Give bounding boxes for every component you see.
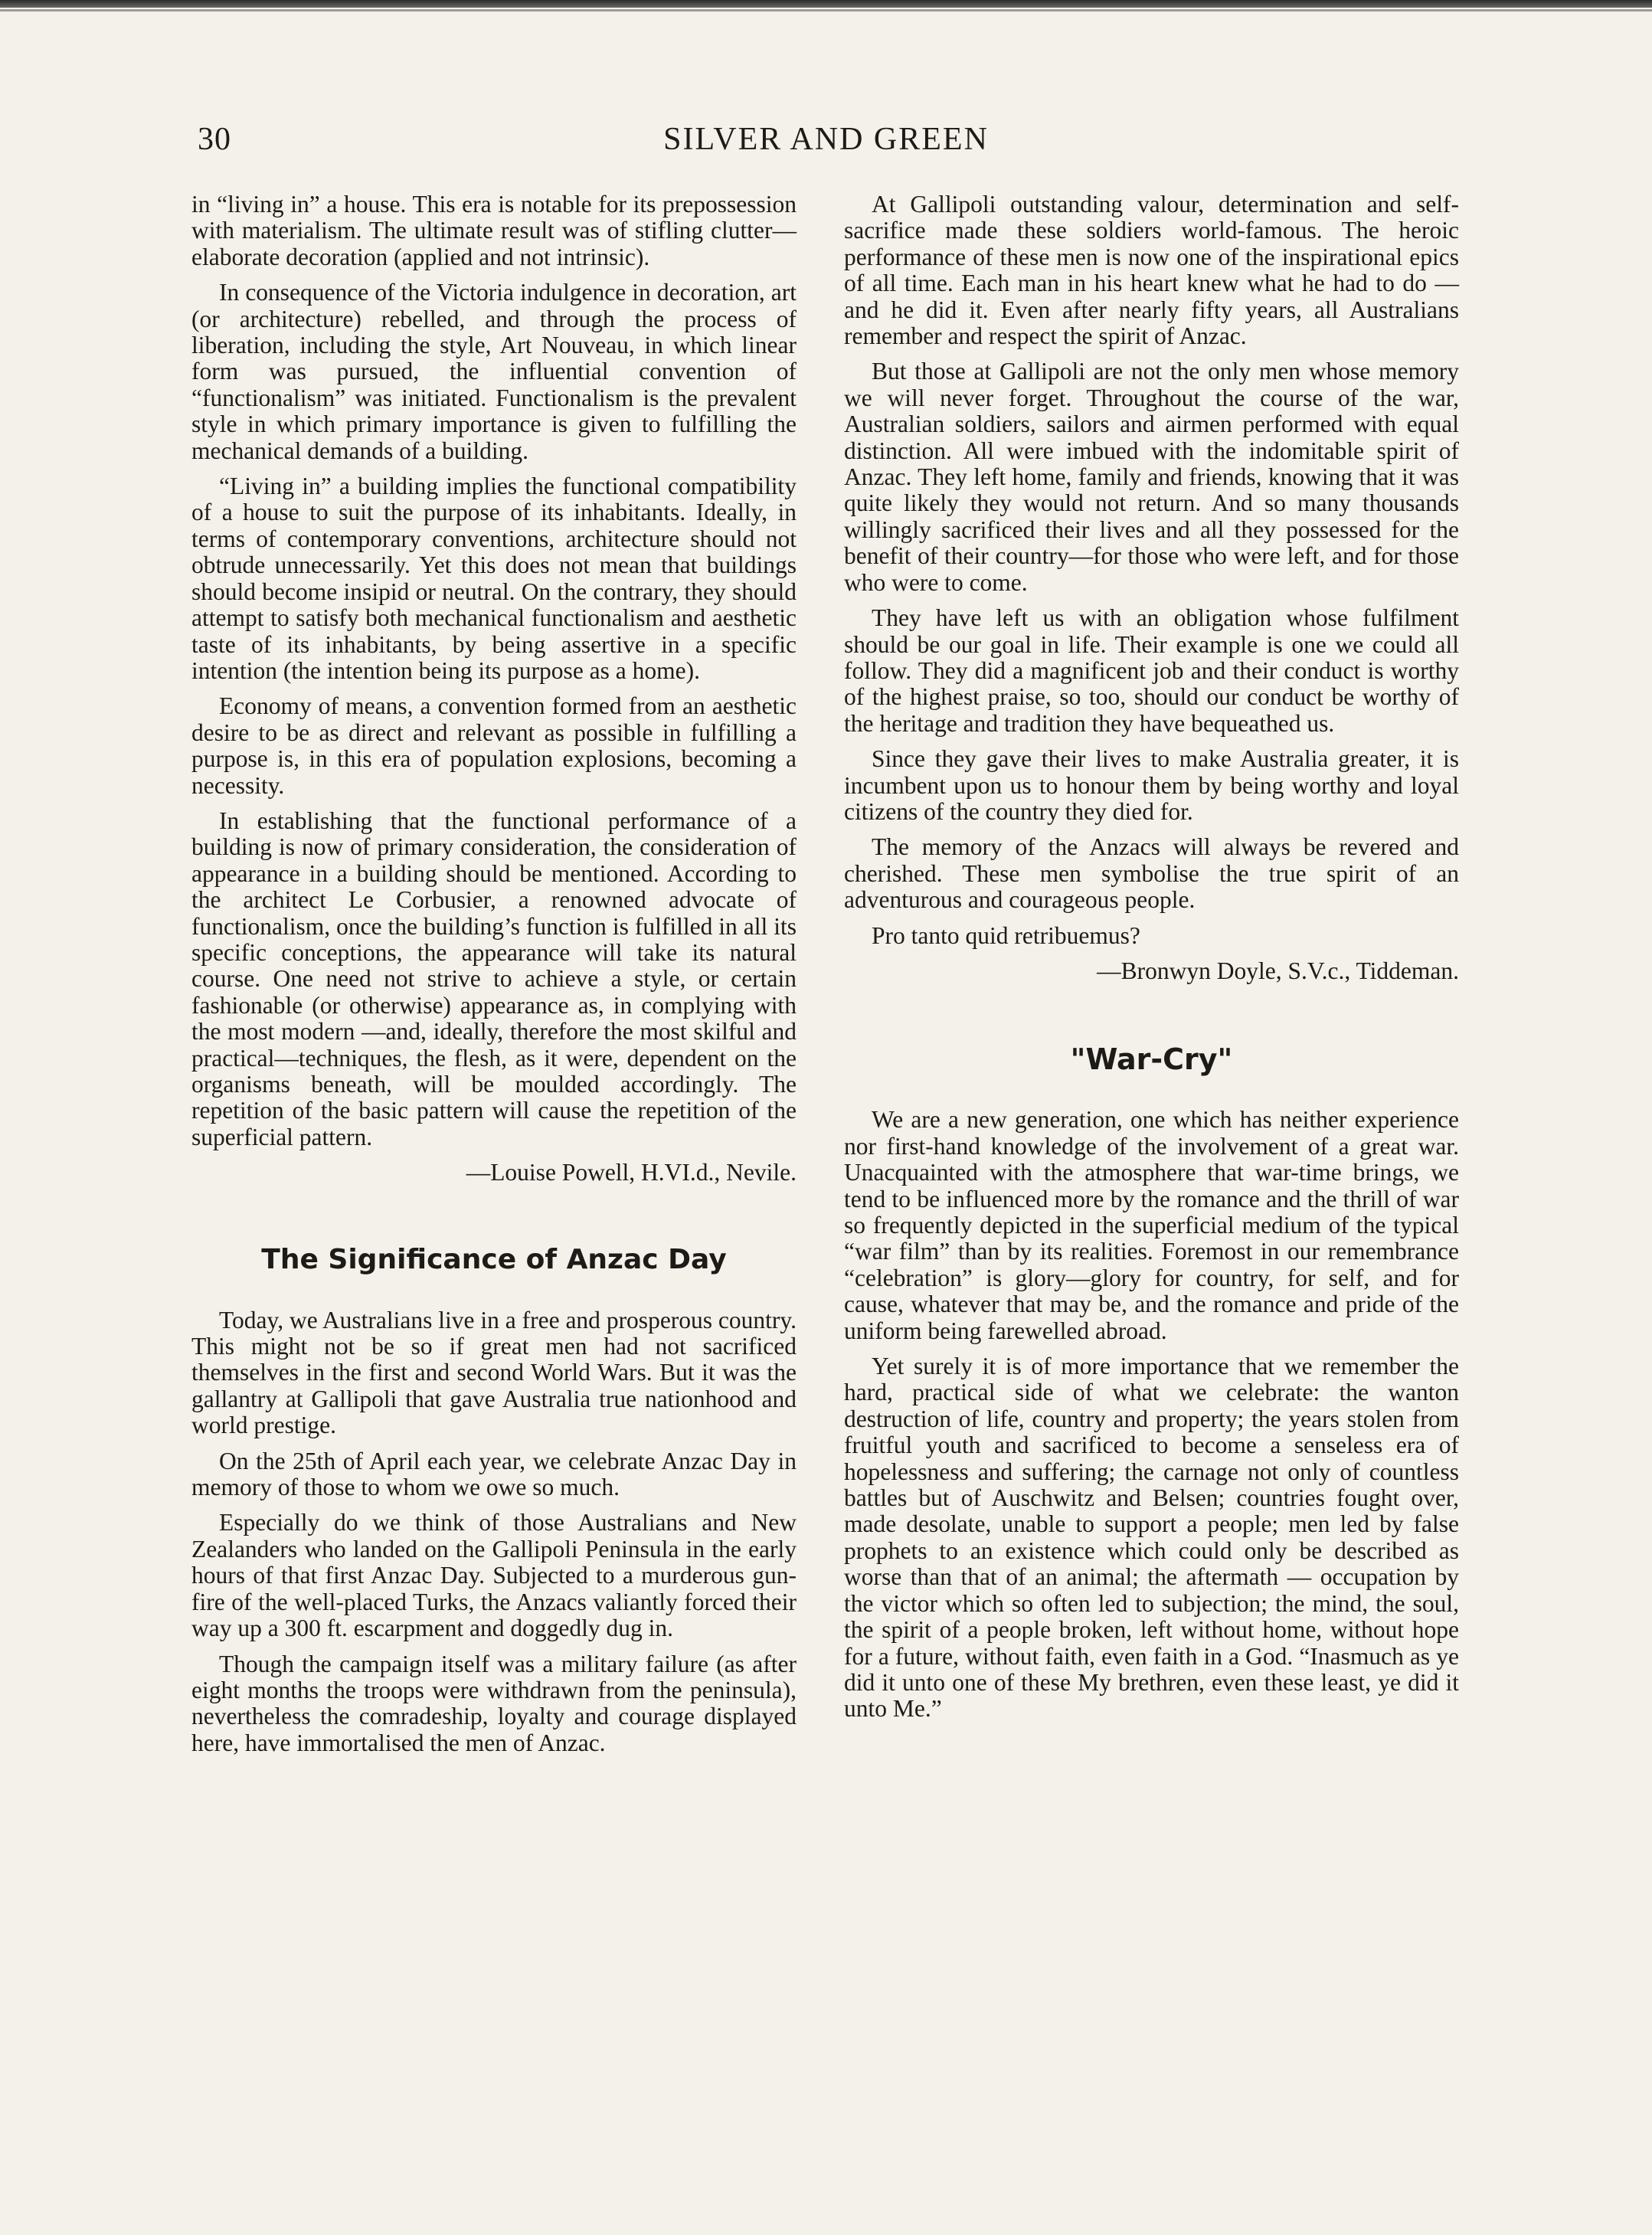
anzac-paragraph: On the 25th of April each year, we celebrate Anzac Day in memory of those to whom we owe so much. xyxy=(191,1447,797,1501)
anzac-paragraph: They have left us with an obligation whose fulfilment should be our goal in life. Their example is one we could all follow. They did a magnificent job and their conduct is worthy of the highest praise, so too, should our conduct be worthy of the heritage and tradition they have bequeathed us. xyxy=(844,604,1459,737)
essay-paragraph: In establishing that the functional performance of a building is now of primary consideration, the consideration of appearance in a building should be mentioned. According to the architect Le Corbusier, a renowned advocate of functionalism, once the building’s function is fulfilled in all its specific conceptions, the appearance will take its natural course. One need not strive to achieve a style, or certain fashionable (or otherwise) appearance as, in complying with the most modern —and, ideally, therefore the most skilful and practical—techniques, the flesh, as it were, dependent on the organisms beneath, will be moulded accordingly. The repetition of the basic pattern will cause the repetition of the superficial pattern. xyxy=(191,807,797,1150)
anzac-paragraph: Though the campaign itself was a military failure (as after eight months the troops were withdrawn from the peninsula), nevertheless the comradeship, loyalty and courage displayed here, have immortalised the men of Anzac. xyxy=(191,1650,797,1756)
warcry-paragraph: Yet surely it is of more importance that we remember the hard, practical side of what we celebrate: the wanton destruction of life, country and property; the years stolen from fruitful youth and sacrificed to become a senseless era of hopelessness and suffering; the carnage not only of countless battles but of Auschwitz and Belsen; countries fought over, made desolate, unable to support a people; men led by false prophets to an existence which could only be described as worse than that of an animal; the aftermath — occupation by the victor which so often led to subjection; the mind, the soul, the spirit of a people broken, left without home, without hope for a future, without faith, even faith in a God. “Inasmuch as ye did it unto one of these My brethren, even these least, ye did it unto Me.” xyxy=(844,1353,1459,1723)
anzac-article-title: The Significance of Anzac Day xyxy=(261,1243,727,1275)
anzac-paragraph: But those at Gallipoli are not the only men whose memory we will never forget. Throughout the course of the war, Australian soldiers, sailors and airmen performed with equal distinction. All were imbued with the indomitable spirit of Anzac. They left home, family and friends, knowing that it was quite likely they would not return. And so many thousands willingly sacrificed their lives and all they possessed for the benefit of their country—for those who were left, and for those who were to come. xyxy=(844,358,1459,596)
anzac-signature: —Bronwyn Doyle, S.V.c., Tiddeman. xyxy=(1097,957,1459,984)
right-column xyxy=(844,191,1459,1732)
anzac-paragraph: Today, we Australians live in a free and prosperous country. This might not be so if great men had not sacrificed themselves in the first and second World Wars. But it was the gallantry at Gallipoli that gave Australia true nationhood and world prestige. xyxy=(191,1306,797,1439)
left-column xyxy=(191,191,797,1765)
anzac-paragraph: The memory of the Anzacs will always be revered and cherished. These men symbolise the true spirit of an adventurous and courageous people. xyxy=(844,833,1459,914)
anzac-paragraph: Especially do we think of those Australians and New Zealanders who landed on the Gallipoli Peninsula in the early hours of that first Anzac Day. Subjected to a murderous gun-fire of the well-placed Turks, the Anzacs valiantly forced their way up a 300 ft. escarpment and doggedly dug in. xyxy=(191,1509,797,1642)
essay-paragraph: In consequence of the Victoria indulgence in decoration, art (or architecture) rebelled, and through the process of liberation, including the style, Art Nouveau, in which linear form was pursued, the influential convention of “functionalism” was initiated. Functionalism is the prevalent style in which primary importance is given to fulfilling the mechanical demands of a building. xyxy=(191,279,797,464)
warcry-paragraph: We are a new generation, one which has neither experience nor first-hand knowledge of the involvement of a great war. Unacquainted with the atmosphere that war-time brings, we tend to be influenced more by the romance and the thrill of war so frequently depicted in the superficial medium of the typical “war film” than by its realities. Foremost in our remembrance “celebration” is glory—glory for country, for self, and for cause, whatever that may be, and the romance and pride of the uniform being farewelled abroad. xyxy=(844,1106,1459,1344)
anzac-motto: Pro tanto quid retribuemus? xyxy=(872,921,1140,949)
essay-signature: —Louise Powell, H.VI.d., Nevile. xyxy=(466,1159,797,1186)
top-border-rule-thin xyxy=(0,9,1652,11)
essay-paragraph: “Living in” a building implies the functional compatibility of a house to suit the purpose of its inhabitants. Ideally, in terms of contemporary conventions, architecture should not obtrude unnecessarily. Yet this does not mean that buildings should become insipid or neutral. On the contrary, they should attempt to satisfy both mechanical functionalism and aesthetic taste of its inhabitants, by being assertive in a specific intention (the intention being its purpose as a home). xyxy=(191,473,797,684)
warcry-article-title: "War-Cry" xyxy=(1070,1042,1233,1077)
anzac-paragraph: Since they gave their lives to make Australia greater, it is incumbent upon us to honour them by being worthy and loyal citizens of the country they died for. xyxy=(844,745,1459,825)
top-border-rule xyxy=(0,0,1652,8)
essay-paragraph: in “living in” a house. This era is notable for its prepossession with materialism. The ultimate result was of stifling clutter—elaborate decoration (applied and not intrinsic). xyxy=(191,191,797,270)
essay-paragraph: Economy of means, a convention formed from an aesthetic desire to be as direct and relevant as possible in fulfilling a purpose is, in this era of population explosions, becoming a necessity. xyxy=(191,692,797,799)
page-number: 30 xyxy=(198,122,231,157)
running-title: SILVER AND GREEN xyxy=(663,122,989,157)
anzac-paragraph: At Gallipoli outstanding valour, determination and self-sacrifice made these soldiers world-famous. The heroic performance of these men is now one of the inspirational epics of all time. Each man in his heart knew what he had to do — and he did it. Even after nearly fifty years, all Australians remember and respect the spirit of Anzac. xyxy=(844,191,1459,350)
